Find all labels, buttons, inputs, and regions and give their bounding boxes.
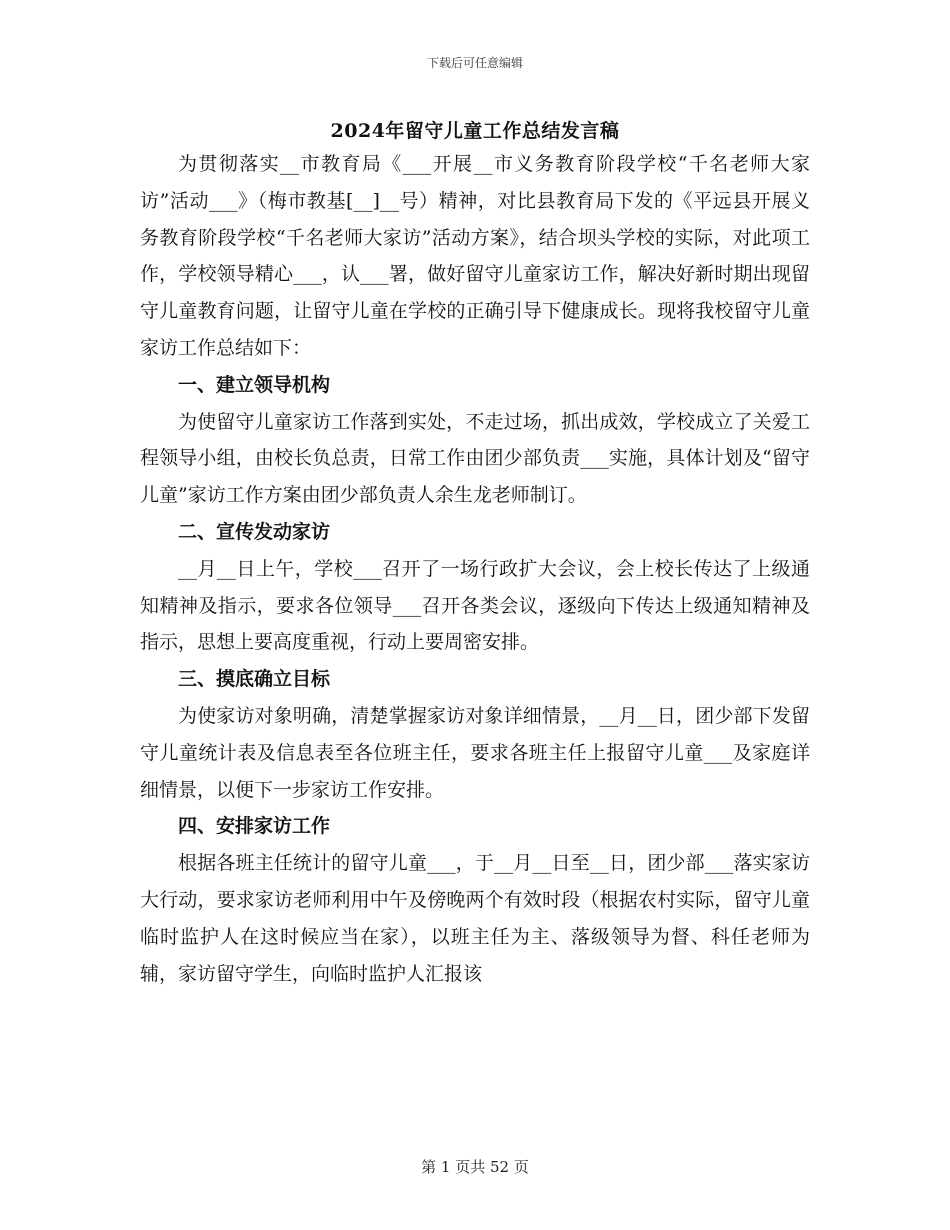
section-heading-4: 四、安排家访工作 <box>178 815 331 838</box>
section-body-4: 根据各班主任统计的留守儿童___，于__月__日至__日，团少部___落实家访大行动，要求家访老师利用中午及傍晚两个有效时段（根据农村实际，留守儿童临时监护人在这时候应当在家），以班主任为主、落级领导为督、科任老师为辅，家访留守学生，向临时监护人汇报该 <box>140 852 810 985</box>
section-heading-1: 一、建立领导机构 <box>178 373 331 396</box>
section-body-2: __月__日上午，学校___召开了一场行政扩大会议，会上校长传达了上级通知精神及指示，要求各位领导___召开各类会议，逐级向下传达上级通知精神及指示，思想上要高度重视，行动上要周密安排。 <box>140 557 810 654</box>
section-body-3: 为使家访对象明确，清楚掌握家访对象详细情景，__月__日，团少部下发留守儿童统计表及信息表至各位班主任，要求各班主任上报留守儿童___及家庭详细情景，以便下一步家访工作安排。 <box>140 704 810 801</box>
intro-paragraph: 为贯彻落实__市教育局《___开展__市义务教育阶段学校“千名老师大家访”活动___》（梅市教基[__]__号）精神，对比县教育局下发的《平远县开展义务教育阶段学校“千名老师大家访”活动方案》，结合坝头学校的实际，对此项工作，学校领导精心___，认___署，做好留守儿童家访工作，解决好新时期出现留守儿童教育问题，让留守儿童在学校的正确引导下健康成长。现将我校留守儿童家访工作总结如下： <box>140 153 810 359</box>
section-heading-2: 二、宣传发动家访 <box>178 520 331 543</box>
document-title: 2024年留守儿童工作总结发言稿 <box>330 120 620 142</box>
page-header-note: 下载后可任意编辑 <box>426 56 523 70</box>
section-heading-3: 三、摸底确立目标 <box>178 668 331 691</box>
page-number: 第 1 页共 52 页 <box>421 1158 529 1176</box>
document-body <box>140 146 810 992</box>
section-body-1: 为使留守儿童家访工作落到实处，不走过场，抓出成效，学校成立了关爱工程领导小组，由校长负总责，日常工作由团少部负责___实施，具体计划及“留守儿童”家访工作方案由团少部负责人余生龙老师制订。 <box>140 410 810 507</box>
